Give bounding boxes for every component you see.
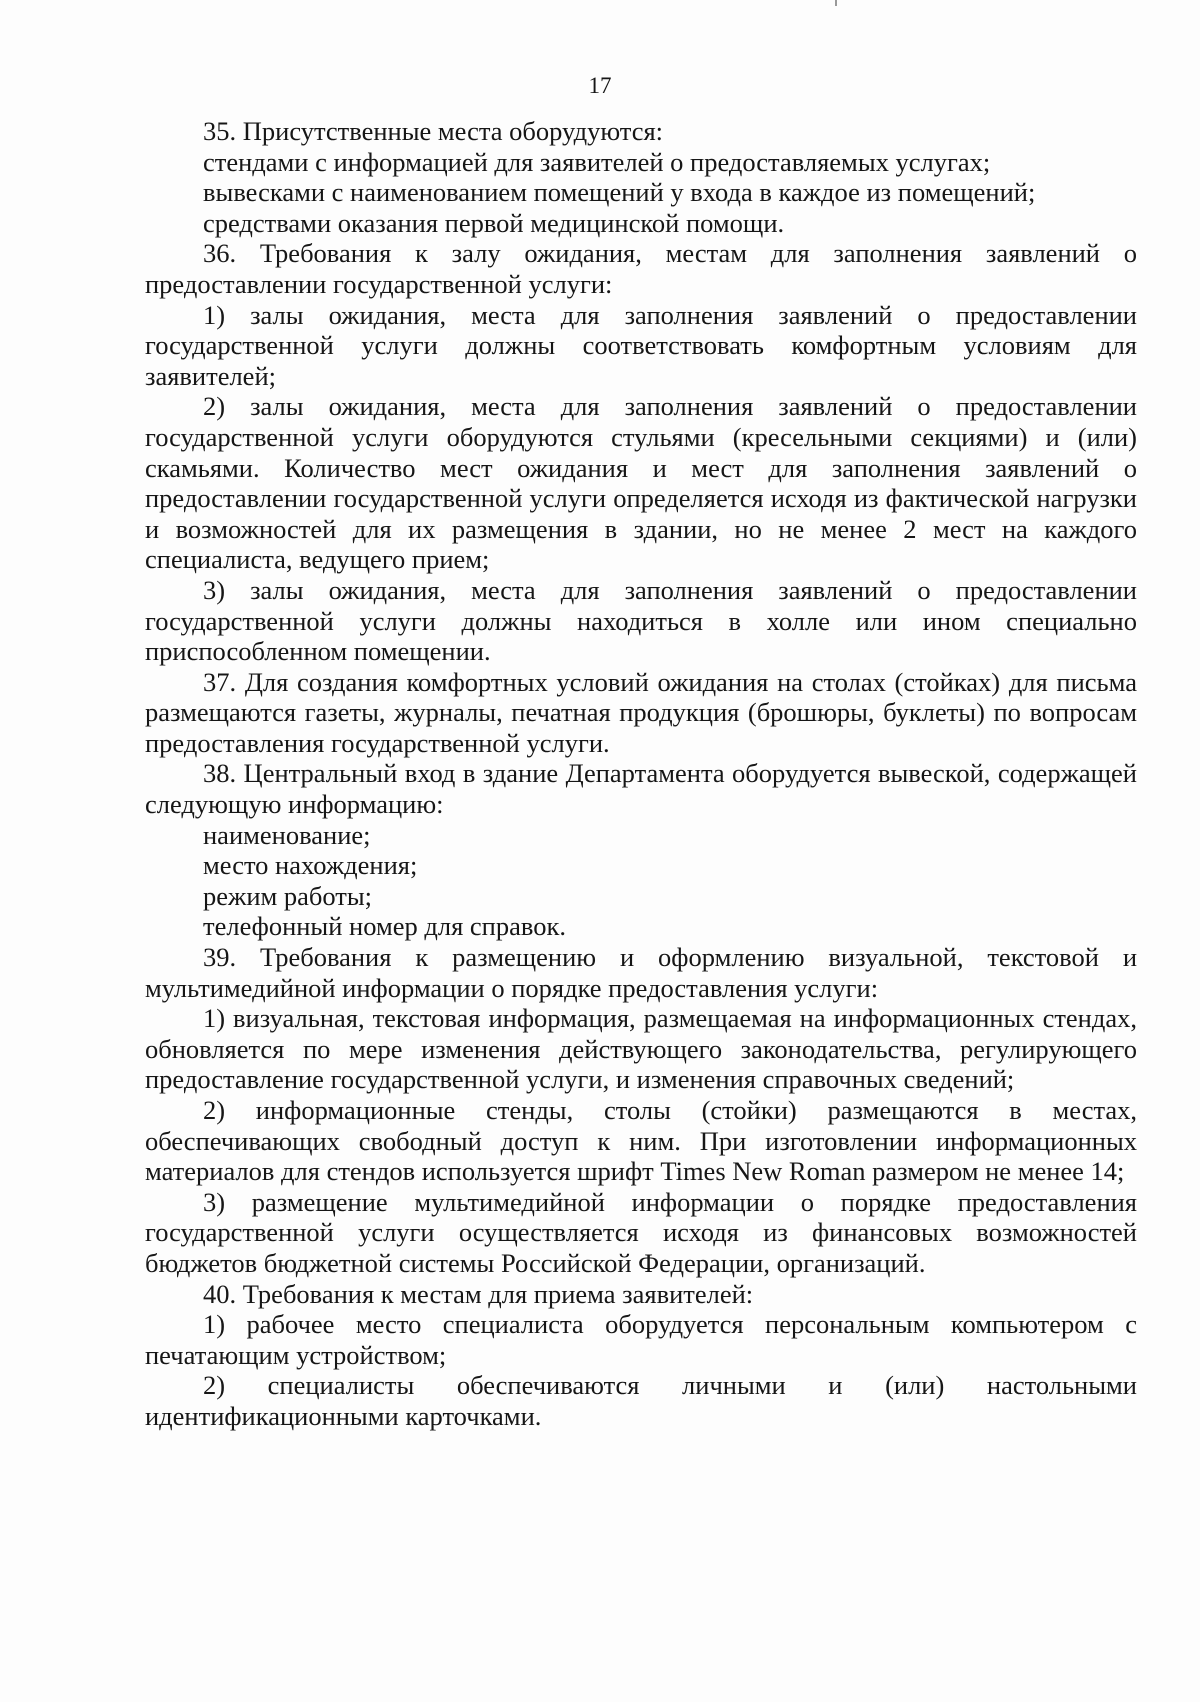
list-item-signs: вывесками с наименованием помещений у входа в каждое из помещений; — [203, 177, 1036, 208]
paragraph-39-heading: 39. Требования к размещению и оформлению визуальной, текстовой и мультимедийной информации о порядке предоставления услуги: — [145, 942, 1137, 1003]
list-item-first-aid: средствами оказания первой медицинской помощи. — [203, 207, 785, 238]
paragraph-40-item-2: 2) специалисты обеспечиваются личными и (или) настольными идентификационными карточками. — [145, 1370, 1137, 1431]
paragraph-36-item-1: 1) залы ожидания, места для заполнения заявлений о предоставлении государственной услуги должны соответствовать комфортным условиям для заявителей; — [145, 299, 1137, 391]
list-item-working-hours: режим работы; — [203, 880, 373, 911]
paragraph-40-heading: 40. Требования к местам для приема заявителей: — [203, 1278, 754, 1309]
paragraph-39-item-3: 3) размещение мультимедийной информации о порядке предоставления государственной услуги осуществляется исходя из финансовых возможностей бюджетов бюджетной системы Российской Федерации, организаций. — [145, 1186, 1137, 1278]
list-item-name: наименование; — [203, 819, 371, 850]
paragraph-36-heading: 36. Требования к залу ожидания, местам для заполнения заявлений о предоставлении государственной услуги: — [145, 238, 1137, 299]
document-body — [145, 116, 1137, 1432]
page-number: 17 — [588, 73, 612, 98]
paragraph-40-item-1: 1) рабочее место специалиста оборудуется персональным компьютером с печатающим устройством; — [145, 1309, 1137, 1370]
paragraph-37: 37. Для создания комфортных условий ожидания на столах (стойках) для письма размещаются газеты, журналы, печатная продукция (брошюры, буклеты) по вопросам предоставления государственной услуги. — [145, 666, 1137, 758]
paragraph-39-item-2: 2) информационные стенды, столы (стойки) размещаются в местах, обеспечивающих свободный доступ к ним. При изготовлении информационных материалов для стендов используется шрифт Times New Roman размером не менее 14; — [145, 1095, 1137, 1187]
scan-mark — [835, 0, 837, 6]
list-item-location: место нахождения; — [203, 850, 418, 881]
list-item-phone: телефонный номер для справок. — [203, 911, 566, 942]
paragraph-39-item-1: 1) визуальная, текстовая информация, размещаемая на информационных стендах, обновляется по мере изменения действующего законодательства, регулирующего предоставление государственной услуги, и изменения справочных сведений; — [145, 1003, 1137, 1095]
list-item-stands: стендами с информацией для заявителей о предоставляемых услугах; — [203, 146, 991, 177]
paragraph-35-heading: 35. Присутственные места оборудуются: — [203, 116, 664, 146]
paragraph-36-item-3: 3) залы ожидания, места для заполнения заявлений о предоставлении государственной услуги должны находиться в холле или ином специально приспособленном помещении. — [145, 574, 1137, 667]
paragraph-38-heading: 38. Центральный вход в здание Департамента оборудуется вывеской, содержащей следующую информацию: — [145, 758, 1137, 820]
paragraph-36-item-2: 2) залы ожидания, места для заполнения заявлений о предоставлении государственной услуги оборудуются стульями (кресельными секциями) и (или) скамьями. Количество мест ожидания и мест для заполнения заявлений о предоставлении государственной услуги определяется исходя из фактической нагрузки и возможностей для их размещения в здании, но не менее 2 мест на каждого специалиста, ведущего прием; — [145, 391, 1137, 575]
